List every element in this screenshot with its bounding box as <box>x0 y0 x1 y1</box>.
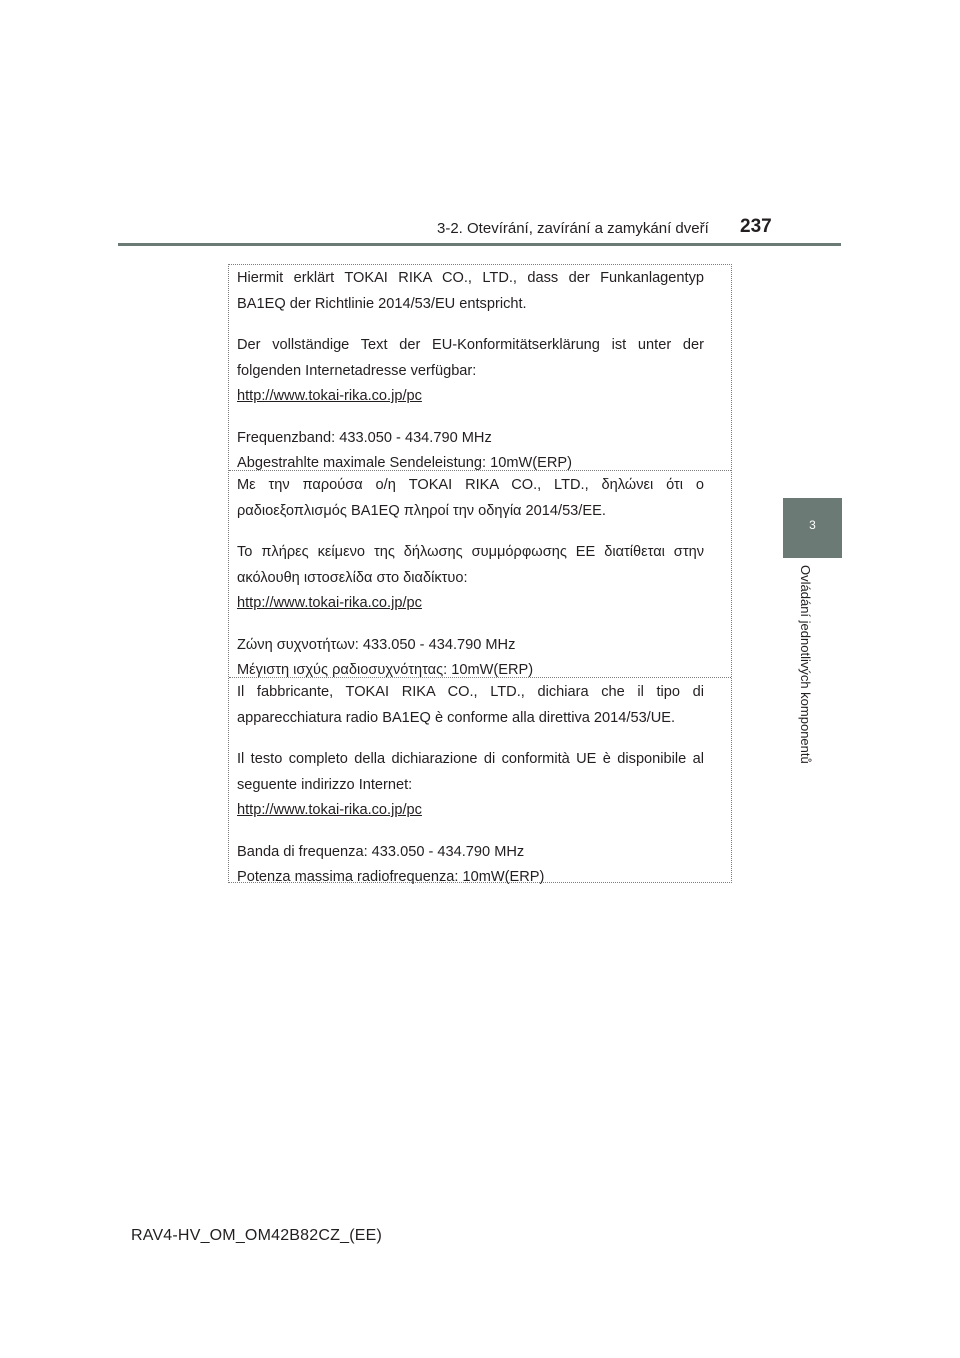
frequency-text: Ζώνη συχνοτήτων: 433.050 - 434.790 MHz <box>237 636 516 653</box>
website-link[interactable]: http://www.tokai-rika.co.jp/pc <box>237 595 422 611</box>
availability-text: Il testo completo della dichiarazione di conformità UE è disponibile al seguente indirizzo Internet: <box>237 751 704 793</box>
website-link[interactable]: http://www.tokai-rika.co.jp/pc <box>237 388 422 404</box>
power-text: Potenza massima radiofrequenza: 10mW(ERP) <box>237 869 545 885</box>
chapter-number: 3 <box>809 518 816 532</box>
declaration-text: Με την παρούσα ο/η TOKAI RIKA CO., LTD., δηλώνει ότι ο ραδιοεξοπλισμός BA1EQ πληροί την οδηγία 2014/53/ΕΕ. <box>237 477 704 519</box>
power-text: Abgestrahlte maximale Sendeleistung: 10mW(ERP) <box>237 455 572 471</box>
chapter-tab <box>783 498 842 558</box>
power-text: Μέγιστη ισχύς ραδιοσυχνότητας: 10mW(ERP) <box>237 662 534 678</box>
declaration-text: Il fabbricante, TOKAI RIKA CO., LTD., dichiara che il tipo di apparecchiatura radio BA1EQ è conforme alla direttiva 2014/53/UE. <box>237 684 704 726</box>
declaration-text: Hiermit erklärt TOKAI RIKA CO., LTD., dass der Funkanlagentyp BA1EQ der Richtlinie 2014/53/EU entspricht. <box>237 270 704 312</box>
section-title: 3-2. Otevírání, zavírání a zamykání dveří <box>437 220 709 237</box>
notice-german <box>229 265 731 470</box>
notice-greek <box>229 470 731 677</box>
chapter-title: Ovládání jednotlivých komponentů <box>798 565 813 764</box>
frequency-text: Frequenzband: 433.050 - 434.790 MHz <box>237 429 492 446</box>
availability-text: Der vollständige Text der EU-Konformitätserklärung ist unter der folgenden Internetadresse verfügbar: <box>237 337 704 379</box>
header-divider <box>118 243 841 246</box>
document-code: RAV4-HV_OM_OM42B82CZ_(EE) <box>131 1227 382 1244</box>
website-link[interactable]: http://www.tokai-rika.co.jp/pc <box>237 802 422 818</box>
frequency-text: Banda di frequenza: 433.050 - 434.790 MHz <box>237 843 525 860</box>
availability-text: Το πλήρες κείμενο της δήλωσης συμμόρφωσης ΕΕ διατίθεται στην ακόλουθη ιστοσελίδα στο διαδίκτυο: <box>237 544 704 586</box>
page-number: 237 <box>740 216 772 237</box>
eu-declaration-box <box>228 264 732 883</box>
notice-italian <box>229 677 731 884</box>
